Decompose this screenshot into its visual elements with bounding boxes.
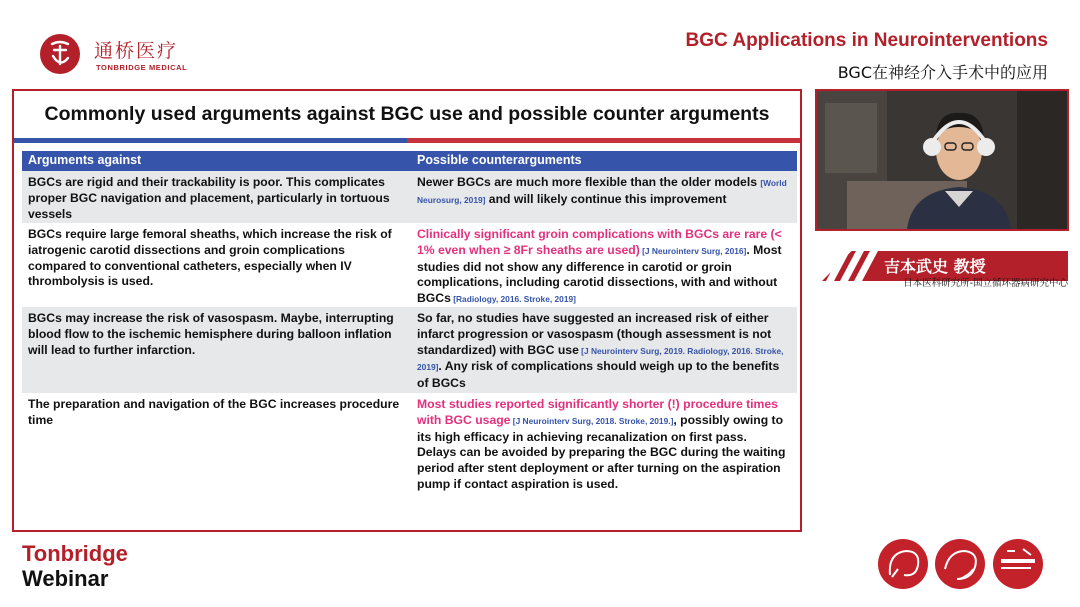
slide-title: Commonly used arguments against BGC use and possible counter arguments <box>44 103 770 125</box>
citation-ref: [J Neurointerv Surg, 2019. Radiology, 2016. Stroke, 2019] <box>417 345 784 373</box>
counter-text: Newer BGCs are much more flexible than the older models <box>417 175 761 189</box>
argument-against-cell: BGCs may increase the risk of vasospasm. Maybe, interrupting blood flow to the ischemic hemisphere during balloon inflation will lead to further infarction. <box>28 311 394 357</box>
underline-red-segment <box>407 138 800 143</box>
catheter-badge-icon <box>935 539 985 589</box>
webinar-title-english: BGC Applications in Neurointerventions <box>685 30 1048 51</box>
logo-english-text: TONBRIDGE MEDICAL <box>96 63 188 72</box>
table-row <box>22 171 797 223</box>
counter-text: . Most studies did not show any difference in carotid or groin complications, including carotid dissections, with and without BGCs <box>417 242 782 306</box>
speaker-video-frame-icon <box>817 91 1067 229</box>
counterargument-cell <box>411 393 797 511</box>
logo-chinese-text: 通桥医疗 <box>94 40 179 62</box>
counterargument-cell <box>411 307 797 393</box>
footer-brand-line2: Webinar <box>22 566 109 591</box>
table-header <box>22 151 797 171</box>
citation-ref: [J Neurointerv Surg, 2018. Stroke, 2019.] <box>510 415 674 426</box>
citation-ref: [Radiology, 2016. Stroke, 2019] <box>450 294 576 305</box>
citation-ref: [J Neurointerv Surg, 2016] <box>639 245 747 256</box>
speaker-affiliation: 日本医科研究所-国立循环器病研究中心 <box>903 278 1068 289</box>
citation-ref: [World Neurosurg, 2019] <box>417 178 787 205</box>
tonbridge-seal-icon <box>40 34 80 74</box>
catheter-badge-icon <box>878 539 928 589</box>
highlighted-counter-text: Most studies reported significantly shorter (!) procedure times with BGC usage <box>417 397 778 427</box>
table-row <box>22 393 797 511</box>
underline-blue-segment <box>14 138 407 143</box>
arguments-table <box>22 151 797 511</box>
slide-title-underline <box>14 138 800 143</box>
counter-text: , possibly owing to its high efficacy in achieving recanalization on first pass. <box>417 412 784 444</box>
argument-against-cell: BGCs are rigid and their trackability is poor. This complicates proper BGC navigation and placement, particularly in tortuous vessels <box>28 175 390 221</box>
medical-badge-icon <box>993 539 1043 589</box>
tonbridge-logo <box>40 34 190 74</box>
table-row <box>22 223 797 307</box>
table-row <box>22 307 797 393</box>
header-counterarguments: Possible counterarguments <box>417 153 582 167</box>
argument-against-cell: BGCs require large femoral sheaths, which increase the risk of iatrogenic carotid dissections and groin complications compared to conventional catheters, especially when IV thrombolysis is used. <box>28 227 392 289</box>
presentation-slide <box>12 89 802 532</box>
counter-text: Delays can be avoided by preparing the BGC during the waiting period after stent deployment or after turning on the aspiration pump if contact aspiration is used. <box>417 445 786 491</box>
argument-against-cell: The preparation and navigation of the BGC increases procedure time <box>28 397 400 427</box>
counter-text: . Any risk of complications should weigh up to the benefits of BGCs <box>417 359 780 391</box>
highlighted-counter-text: Clinically significant groin complications with BGCs are rare (< 1% even when ≥ 8Fr sheaths are used) <box>417 227 782 257</box>
header-arguments-against: Arguments against <box>28 153 142 167</box>
counterargument-cell <box>411 171 797 223</box>
speaker-name: 吉本武史 教授 <box>884 257 986 276</box>
speaker-webcam-video <box>815 89 1069 231</box>
counter-text: So far, no studies have suggested an increased risk of either infarct progression or vasospasm (though assessment is not standardized) with BGC use <box>417 311 772 357</box>
counter-text: and will likely continue this improvement <box>485 191 727 206</box>
counterargument-cell <box>411 223 797 307</box>
webinar-title-chinese: BGC在神经介入手术中的应用 <box>837 63 1048 82</box>
footer-brand-line1: Tonbridge <box>22 541 128 566</box>
